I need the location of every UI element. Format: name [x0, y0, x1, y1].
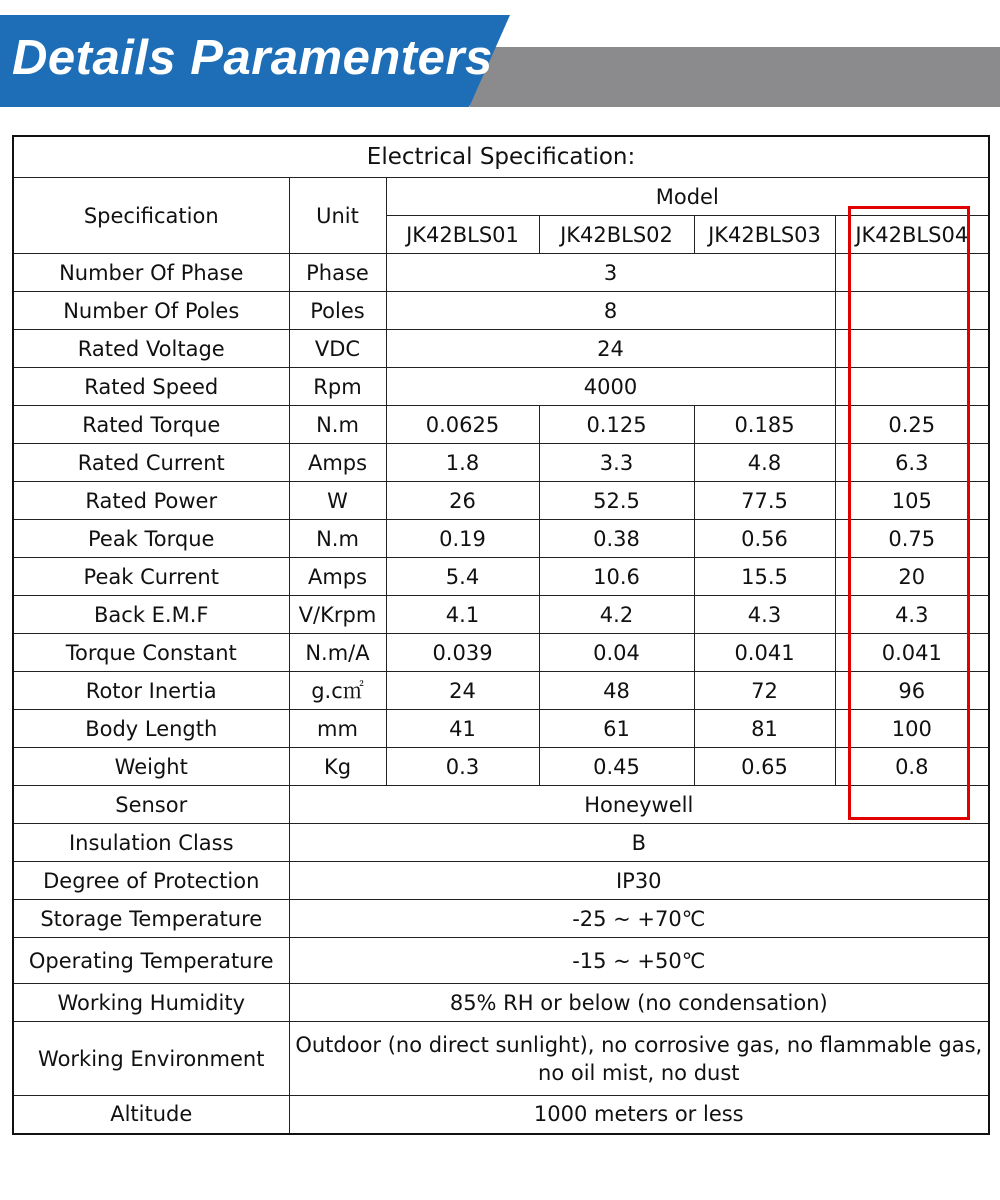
table-row — [13, 444, 989, 482]
spec-unit: g.c㎡ — [289, 672, 386, 710]
spec-value: 8 — [386, 292, 835, 330]
empty-cell — [835, 330, 989, 368]
spec-value: 5.4 — [386, 558, 539, 596]
spec-name: Storage Temperature — [13, 900, 289, 938]
spec-value: -25 ~ +70℃ — [289, 900, 989, 938]
spec-value: B — [289, 824, 989, 862]
spec-value: 0.65 — [694, 748, 835, 786]
spec-unit: Amps — [289, 558, 386, 596]
table-row — [13, 824, 989, 862]
spec-value: 4.8 — [694, 444, 835, 482]
table-row — [13, 1022, 989, 1096]
spec-unit: Phase — [289, 254, 386, 292]
spec-unit: Rpm — [289, 368, 386, 406]
spec-value-line: no oil mist, no dust — [538, 1060, 740, 1085]
table-row — [13, 672, 989, 710]
spec-name: Sensor — [13, 786, 289, 824]
spec-unit: mm — [289, 710, 386, 748]
spec-value: 0.3 — [386, 748, 539, 786]
table-row — [13, 938, 989, 984]
spec-name: Peak Torque — [13, 520, 289, 558]
table-row — [13, 634, 989, 672]
header-model: Model — [386, 178, 989, 216]
spec-value: 52.5 — [539, 482, 694, 520]
spec-value — [289, 1022, 989, 1096]
table-row — [13, 330, 989, 368]
spec-name: Number Of Phase — [13, 254, 289, 292]
spec-unit: Kg — [289, 748, 386, 786]
table-row — [13, 710, 989, 748]
spec-value: 26 — [386, 482, 539, 520]
spec-value: 4.1 — [386, 596, 539, 634]
spec-name: Insulation Class — [13, 824, 289, 862]
spec-name: Rated Current — [13, 444, 289, 482]
spec-name: Body Length — [13, 710, 289, 748]
spec-name: Number Of Poles — [13, 292, 289, 330]
spec-name: Altitude — [13, 1096, 289, 1134]
table-row — [13, 558, 989, 596]
spec-value: 0.19 — [386, 520, 539, 558]
table-row — [13, 984, 989, 1022]
spec-value: 4.3 — [835, 596, 989, 634]
table-row — [13, 292, 989, 330]
spec-value: 4.2 — [539, 596, 694, 634]
spec-unit: V/Krpm — [289, 596, 386, 634]
header-unit: Unit — [289, 178, 386, 254]
spec-name: Degree of Protection — [13, 862, 289, 900]
table-row — [13, 254, 989, 292]
spec-name: Rated Voltage — [13, 330, 289, 368]
spec-value-line: Outdoor (no direct sunlight), no corrosive gas, no flammable gas, — [295, 1032, 983, 1057]
spec-value: 105 — [835, 482, 989, 520]
table-row — [13, 786, 989, 824]
spec-name: Rated Speed — [13, 368, 289, 406]
spec-name: Rotor Inertia — [13, 672, 289, 710]
spec-value: 0.38 — [539, 520, 694, 558]
spec-unit: N.m — [289, 520, 386, 558]
spec-value: 41 — [386, 710, 539, 748]
spec-value: 77.5 — [694, 482, 835, 520]
spec-value: IP30 — [289, 862, 989, 900]
spec-value: 24 — [386, 672, 539, 710]
spec-value: 20 — [835, 558, 989, 596]
spec-value: 81 — [694, 710, 835, 748]
header-banner — [0, 0, 1000, 120]
spec-value: 0.125 — [539, 406, 694, 444]
spec-value: 0.45 — [539, 748, 694, 786]
table-row — [13, 862, 989, 900]
spec-unit: Poles — [289, 292, 386, 330]
empty-cell — [835, 254, 989, 292]
spec-value: 1000 meters or less — [289, 1096, 989, 1134]
table-row — [13, 368, 989, 406]
spec-value: 0.04 — [539, 634, 694, 672]
spec-name: Weight — [13, 748, 289, 786]
spec-unit: W — [289, 482, 386, 520]
spec-unit: Amps — [289, 444, 386, 482]
header-specification: Specification — [13, 178, 289, 254]
spec-name: Torque Constant — [13, 634, 289, 672]
spec-table — [12, 135, 990, 1135]
spec-name: Rated Power — [13, 482, 289, 520]
spec-name: Working Humidity — [13, 984, 289, 1022]
spec-value: 48 — [539, 672, 694, 710]
spec-value: 0.75 — [835, 520, 989, 558]
spec-name: Working Environment — [13, 1022, 289, 1096]
spec-name: Rated Torque — [13, 406, 289, 444]
spec-value: -15 ~ +50℃ — [289, 938, 989, 984]
spec-value: 15.5 — [694, 558, 835, 596]
table-row — [13, 596, 989, 634]
model-name: JK42BLS01 — [386, 216, 539, 254]
spec-value: 3.3 — [539, 444, 694, 482]
model-name: JK42BLS03 — [694, 216, 835, 254]
model-name: JK42BLS04 — [835, 216, 989, 254]
spec-name: Peak Current — [13, 558, 289, 596]
spec-unit: VDC — [289, 330, 386, 368]
spec-value: 0.8 — [835, 748, 989, 786]
spec-unit: N.m — [289, 406, 386, 444]
spec-value: 0.185 — [694, 406, 835, 444]
table-row — [13, 520, 989, 558]
banner-gray-stripe — [470, 47, 1000, 107]
spec-value: Honeywell — [289, 786, 989, 824]
spec-value: 0.25 — [835, 406, 989, 444]
spec-value: 61 — [539, 710, 694, 748]
spec-value: 0.039 — [386, 634, 539, 672]
spec-value: 0.56 — [694, 520, 835, 558]
spec-value: 10.6 — [539, 558, 694, 596]
spec-value: 0.0625 — [386, 406, 539, 444]
spec-value: 24 — [386, 330, 835, 368]
spec-value: 6.3 — [835, 444, 989, 482]
page-title: Details Paramenters — [12, 31, 493, 85]
spec-value: 3 — [386, 254, 835, 292]
spec-value: 1.8 — [386, 444, 539, 482]
spec-value: 100 — [835, 710, 989, 748]
table-row — [13, 406, 989, 444]
empty-cell — [835, 292, 989, 330]
empty-cell — [835, 368, 989, 406]
spec-value: 0.041 — [835, 634, 989, 672]
table-row — [13, 482, 989, 520]
table-row — [13, 900, 989, 938]
model-name: JK42BLS02 — [539, 216, 694, 254]
spec-value: 4.3 — [694, 596, 835, 634]
table-title: Electrical Specification: — [13, 136, 989, 178]
spec-name: Back E.M.F — [13, 596, 289, 634]
spec-name: Operating Temperature — [13, 938, 289, 984]
spec-value: 96 — [835, 672, 989, 710]
spec-value: 85% RH or below (no condensation) — [289, 984, 989, 1022]
table-row — [13, 1096, 989, 1134]
spec-unit: N.m/A — [289, 634, 386, 672]
spec-value: 4000 — [386, 368, 835, 406]
table-row — [13, 748, 989, 786]
spec-value: 72 — [694, 672, 835, 710]
spec-value: 0.041 — [694, 634, 835, 672]
